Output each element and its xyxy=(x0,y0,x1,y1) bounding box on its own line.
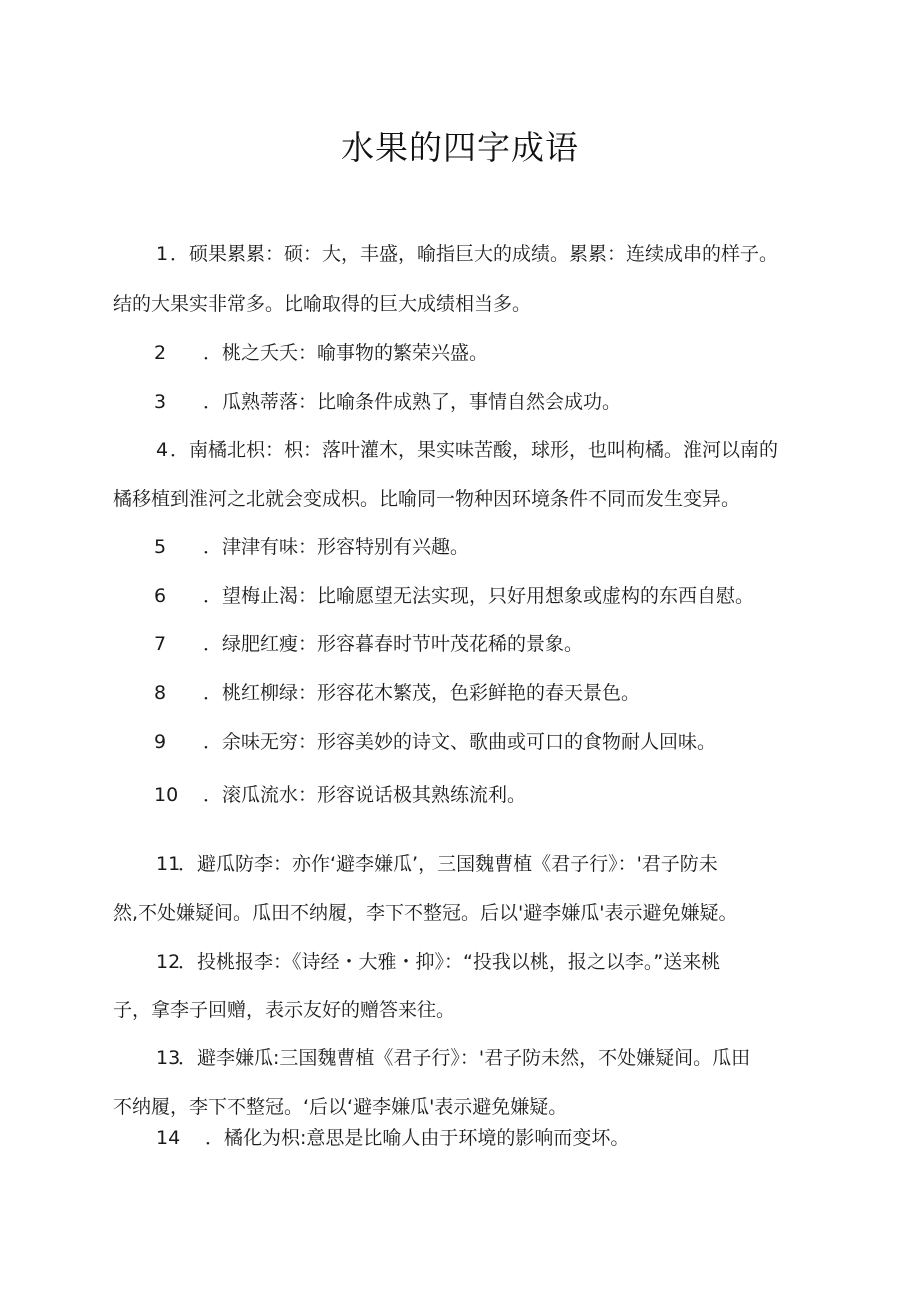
entry-text-line: ．投桃报李：《诗经・大雅・抑》：“投我以桃，报之以李。”送来桃 xyxy=(178,951,721,973)
entry-text-line: ．避李嫌瓜:三国魏曹植《君子行》：'君子防未然，不处嫌疑间。瓜田 xyxy=(178,1047,751,1069)
entry-number: 5 xyxy=(154,536,167,558)
entry-number: 7 xyxy=(154,633,167,655)
entry-number: 14 xyxy=(156,1127,181,1149)
entry-number: 10 xyxy=(154,784,179,806)
entry-text-line: ．避瓜防李：亦作‘避李嫌瓜’，三国魏曹植《君子行》：'君子防未 xyxy=(178,853,718,875)
entry-number: 11 xyxy=(156,853,181,875)
entry-text-line: ．滚瓜流水：形容说话极其熟练流利。 xyxy=(203,784,527,806)
entry-text-line: 橘移植到淮河之北就会变成枳。比喻同一物种因环境条件不同而发生变异。 xyxy=(113,488,741,510)
entry-text-line: ．桃之夭夭：喻事物的繁荣兴盛。 xyxy=(203,342,489,364)
entry-text-line: ．硕果累累：硕：大，丰盛，喻指巨大的成绩。累累：连续成串的样子。 xyxy=(170,243,779,265)
entry-text-line: ．桃红柳绿：形容花木繁茂，色彩鲜艳的春天景色。 xyxy=(203,682,641,704)
entry-number: 1 xyxy=(156,243,169,265)
document-title: 水果的四字成语 xyxy=(341,128,579,167)
entry-text-line: ．南橘北枳：枳：落叶灌木，果实味苦酸，球形，也叫枸橘。淮河以南的 xyxy=(170,439,779,461)
entry-number: 9 xyxy=(154,731,167,753)
entry-text-line: ．津津有味：形容特别有兴趣。 xyxy=(203,536,470,558)
entry-text-line: 然,不处嫌疑间。瓜田不纳履，李下不整冠。后以'避李嫌瓜'表示避免嫌疑。 xyxy=(113,902,738,924)
entry-number: 4 xyxy=(156,439,169,461)
entry-number: 2 xyxy=(154,342,167,364)
entry-number: 6 xyxy=(154,585,167,607)
entry-number: 3 xyxy=(154,391,167,413)
entry-text-line: ．橘化为枳:意思是比喻人由于环境的影响而变坏。 xyxy=(205,1127,630,1149)
entry-number: 12 xyxy=(156,951,181,973)
entry-text-line: ．余味无穷：形容美妙的诗文、歌曲或可口的食物耐人回味。 xyxy=(203,731,717,753)
entry-number: 8 xyxy=(154,682,167,704)
entry-number: 13 xyxy=(156,1047,181,1069)
entry-text-line: ．绿肥红瘦：形容暮春时节叶茂花稀的景象。 xyxy=(203,633,584,655)
entry-text-line: 子，拿李子回赠，表示友好的赠答来往。 xyxy=(113,999,456,1021)
entry-text-line: ．瓜熟蒂落：比喻条件成熟了，事情自然会成功。 xyxy=(203,391,622,413)
entry-text-line: ．望梅止渴：比喻愿望无法实现，只好用想象或虚构的东西自慰。 xyxy=(203,585,755,607)
entry-text-line: 结的大果实非常多。比喻取得的巨大成绩相当多。 xyxy=(113,293,532,315)
entry-text-line: 不纳履，李下不整冠。‘后以‘避李嫌瓜'表示避免嫌疑。 xyxy=(113,1096,568,1118)
